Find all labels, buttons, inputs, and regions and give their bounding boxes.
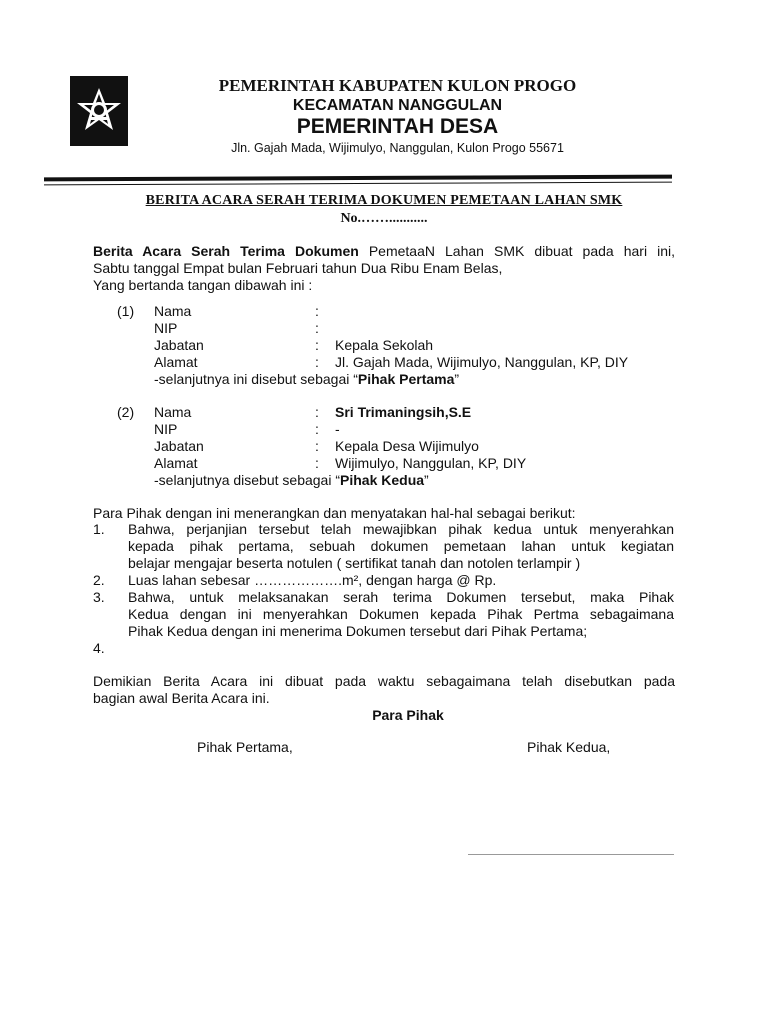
party2-address-colon: :	[315, 455, 319, 471]
statements-intro: Para Pihak dengan ini menerangkan dan menyatakan hal-hal sebagai berikut:	[93, 505, 576, 521]
signature-line	[468, 854, 674, 855]
party1-nip-colon: :	[315, 320, 319, 336]
party1-position-colon: :	[315, 337, 319, 353]
party2-reference-prefix: -selanjutnya disebut sebagai “	[154, 472, 341, 488]
parties-heading: Para Pihak	[372, 707, 444, 723]
party1-reference	[154, 371, 459, 388]
party1-number: (1)	[117, 303, 135, 319]
intro-lead-bold: Berita Acara Serah Terima Dokumen	[93, 243, 359, 259]
party2-reference-suffix: ”	[424, 472, 429, 488]
party1-address-colon: :	[315, 354, 319, 370]
closing-line-2: bagian awal Berita Acara ini.	[93, 690, 270, 706]
party1-position-value: Kepala Sekolah	[335, 337, 434, 353]
statement-1-number: 1.	[93, 521, 105, 537]
party1-name-label: Nama	[154, 303, 192, 319]
party2-reference	[154, 472, 429, 489]
party2-position-colon: :	[315, 438, 319, 454]
party2-name-value: Sri Trimaningsih,S.E	[335, 404, 472, 420]
party1-reference-prefix: -selanjutnya ini disebut sebagai “	[154, 371, 358, 387]
party1-nip-label: NIP	[154, 320, 178, 336]
statement-1-line-3: belajar mengajar beserta notulen ( sertifikat tanah dan notolen terlampir )	[128, 555, 581, 571]
party1-address-label: Alamat	[154, 354, 198, 370]
party1-address-value: Jl. Gajah Mada, Wijimulyo, Nanggulan, KP, DIY	[335, 354, 629, 370]
letterhead-address: Jln. Gajah Mada, Wijimulyo, Nanggulan, Kulon Progo 55671	[231, 141, 564, 155]
statement-2-number: 2.	[93, 572, 105, 588]
party2-position-value: Kepala Desa Wijimulyo	[335, 438, 479, 454]
signature-first-party-label: Pihak Pertama,	[197, 739, 293, 755]
party2-nip-label: NIP	[154, 421, 178, 437]
emblem-star-icon	[74, 86, 124, 136]
statement-3-line-1: Bahwa, untuk melaksanakan serah terima Dokumen tersebut, maka Pihak	[128, 589, 674, 605]
letterhead-divider-thin	[44, 182, 672, 186]
letterhead-regency: PEMERINTAH KABUPATEN KULON PROGO	[218, 76, 577, 95]
party2-position-label: Jabatan	[154, 438, 204, 454]
statement-4-number: 4.	[93, 640, 105, 656]
party2-reference-name: Pihak Kedua	[340, 472, 425, 488]
intro-line-1	[93, 243, 675, 260]
letterhead-village-government: PEMERINTAH DESA	[296, 115, 499, 138]
party2-nip-colon: :	[315, 421, 319, 437]
party2-nip-value: -	[335, 421, 340, 437]
party1-name-colon: :	[315, 303, 319, 319]
letterhead-divider-thick	[44, 175, 672, 182]
party2-name-label: Nama	[154, 404, 192, 420]
party2-address-label: Alamat	[154, 455, 198, 471]
document-number: No.……...........	[340, 211, 428, 226]
statement-3-number: 3.	[93, 589, 105, 605]
signature-second-party-label: Pihak Kedua,	[527, 739, 611, 755]
regency-emblem-logo	[70, 76, 128, 146]
statement-2-line-1: Luas lahan sebesar ……………….m², dengan harga @ Rp.	[128, 572, 497, 588]
intro-line-3: Yang bertanda tangan dibawah ini :	[93, 277, 313, 293]
party1-reference-suffix: ”	[454, 371, 460, 387]
document-title: BERITA ACARA SERAH TERIMA DOKUMEN PEMETAAN LAHAN SMK	[145, 193, 623, 208]
party2-name-colon: :	[315, 404, 319, 420]
statement-3-line-2: Kedua dengan ini menyerahkan Dokumen kepada Pihak Pertma sebagaimana	[128, 606, 674, 622]
closing-line-1: Demikian Berita Acara ini dibuat pada waktu sebagaimana telah disebutkan pada	[93, 673, 675, 689]
party2-address-value: Wijimulyo, Nanggulan, KP, DIY	[335, 455, 527, 471]
party1-reference-name: Pihak Pertama	[357, 371, 455, 387]
intro-lead-rest: PemetaaN Lahan SMK dibuat pada hari ini,	[358, 243, 675, 259]
letterhead-district: KECAMATAN NANGGULAN	[292, 97, 503, 114]
statement-3-line-3: Pihak Kedua dengan ini menerima Dokumen tersebut dari Pihak Pertama;	[128, 623, 588, 639]
party2-number: (2)	[117, 404, 135, 420]
statement-1-line-2: kepada pihak pertama, sebuah dokumen pemetaan lahan untuk kegiatan	[128, 538, 674, 554]
party1-position-label: Jabatan	[154, 337, 204, 353]
statement-1-line-1: Bahwa, perjanjian tersebut telah mewajibkan pihak kedua untuk menyerahkan	[128, 521, 674, 537]
intro-line-2: Sabtu tanggal Empat bulan Februari tahun Dua Ribu Enam Belas,	[93, 260, 503, 276]
